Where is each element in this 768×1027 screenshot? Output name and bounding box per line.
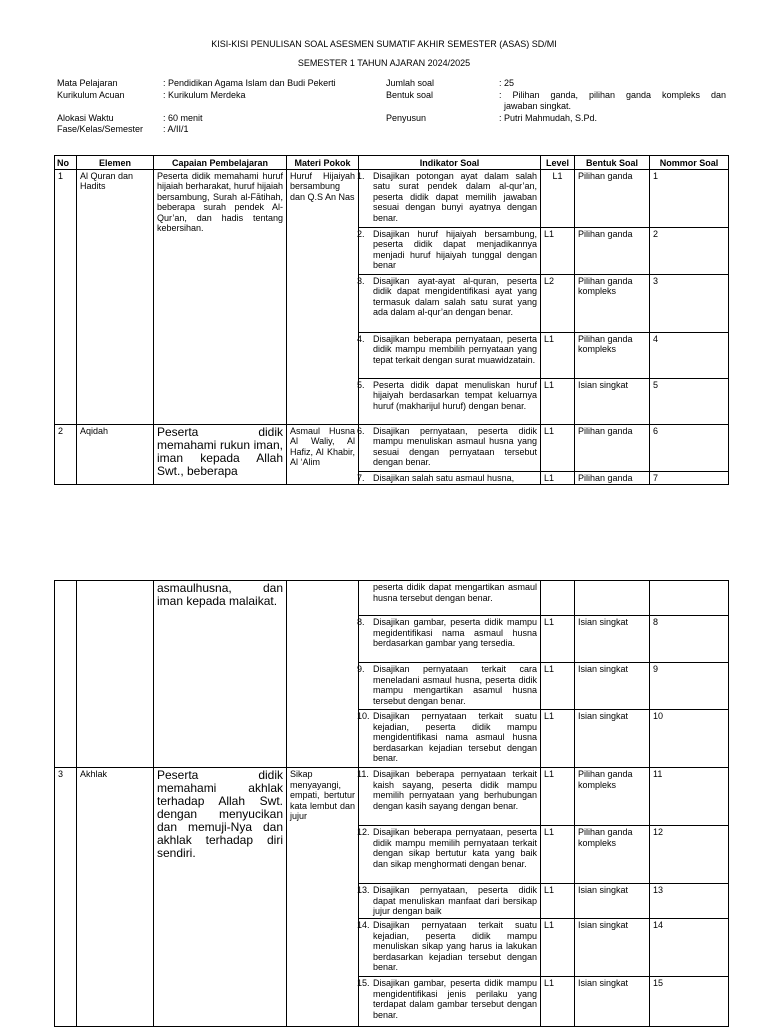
nomor-cell: 5 — [650, 378, 729, 424]
nomor-cell: 1 — [650, 169, 729, 227]
info-value: : A/II/1 — [163, 124, 189, 134]
elemen-continued — [77, 581, 154, 768]
indikator-cell — [359, 471, 541, 485]
materi-cell: Asmaul Husna Al Waliy, Al Hafiz, Al Khabir, Al ‘Alim — [287, 424, 359, 485]
level-cell: L1 — [541, 919, 575, 977]
indikator-text: Disajikan beberapa pernyataan, peserta didik mampu membilih pernyataan yang tepat terkait dengan surat muawidzatain. — [373, 333, 537, 365]
row-number: 1 — [55, 169, 77, 424]
indikator-text: Disajikan beberapa pernyataan, peserta didik mampu memilih pernyataan terkait dengan sikap bertutur kata yang baik dan sikap menghormati dengan benar. — [373, 827, 537, 869]
level-cell: L1 — [541, 977, 575, 1027]
bentuk-cell: Isian singkat — [575, 378, 650, 424]
column-header: Elemen — [77, 156, 154, 170]
nomor-cell: 11 — [650, 768, 729, 826]
indikator-number: 4. — [357, 333, 365, 344]
indikator-text: Disajikan huruf hijaiyah bersambung, peserta didik dapat menjadikannya menjadi huruf hijaiyah tunggal dengan benar — [373, 228, 537, 270]
column-header: Nommor Soal — [650, 156, 729, 170]
materi-cell: Sikap menyayangi, empati, bertutur kata lembut dan jujur — [287, 768, 359, 1027]
indikator-cell — [359, 977, 541, 1027]
bentuk-cell: Pilihan ganda — [575, 227, 650, 274]
info-label: Kurikulum Acuan — [57, 90, 125, 100]
indikator-number: 5. — [357, 379, 365, 390]
info-left — [57, 78, 377, 138]
bentuk-cell: Isian singkat — [575, 977, 650, 1027]
bentuk-cell: Pilihan ganda kompleks — [575, 826, 650, 884]
table-row — [55, 768, 729, 826]
level-cell: L1 — [541, 332, 575, 378]
kisi-table-page-1 — [54, 155, 729, 485]
level-cell: L1 — [541, 710, 575, 768]
column-header: Indikator Soal — [359, 156, 541, 170]
info-value: : Pendidikan Agama Islam dan Budi Pekerti — [163, 78, 336, 88]
indikator-cell — [359, 884, 541, 919]
indikator-cell — [359, 424, 541, 471]
capaian-cell: Peserta didik memahami huruf hijaiah berharakat, huruf hijaiah bersambung, Surah al-Fātihah, beberapa surah pendek Al-Qur’an, dan hadis tentang kebersihan. — [154, 169, 287, 424]
info-value: : 25 — [499, 78, 515, 88]
bentuk-cell: Isian singkat — [575, 616, 650, 663]
table-row — [55, 169, 729, 227]
level-cell: L1 — [541, 884, 575, 919]
info-label: Jumlah soal — [386, 78, 435, 88]
indikator-text: Disajikan pernyataan terkait suatu kejadian, peserta didik mampu menuliskan sikap yang harus ia lakukan berdasarkan kejadian tersebut dengan benar. — [373, 920, 537, 972]
level-cell: L1 — [541, 768, 575, 826]
document-subtitle: SEMESTER 1 TAHUN AJARAN 2024/2025 — [297, 58, 471, 68]
nomor-cell: 10 — [650, 710, 729, 768]
row-number: 3 — [55, 768, 77, 1027]
indikator-number: 1. — [357, 170, 365, 181]
nomor-cell: 3 — [650, 274, 729, 332]
indikator-number: 14. — [357, 920, 370, 930]
indikator-cell — [359, 826, 541, 884]
bentuk-cell: Isian singkat — [575, 919, 650, 977]
indikator-cell — [359, 710, 541, 768]
indikator-text: Disajikan pernyataan, peserta didik mampu menuliskan asmaul husna yang sesuai dengan pernyataan tersebut dengan benar. — [373, 425, 537, 467]
table-header-row — [55, 156, 729, 170]
table-row — [55, 581, 729, 616]
table-row — [55, 424, 729, 471]
nomor-cell: 4 — [650, 332, 729, 378]
indikator-text: Disajikan pernyataan terkait suatu kejadian, peserta didik mampu mengidentifikasi nama asmaul husna berdasarkan kejadian tersebut dengan benar. — [373, 711, 537, 763]
materi-continued — [287, 581, 359, 768]
bentuk-cell: Pilihan ganda kompleks — [575, 274, 650, 332]
indikator-number: 7. — [357, 472, 365, 483]
indikator-cell — [359, 332, 541, 378]
indikator-number: 9. — [357, 664, 365, 674]
indikator-number: 10. — [357, 711, 370, 721]
bentuk-cell: Pilihan ganda — [575, 424, 650, 471]
indikator-cell — [359, 768, 541, 826]
nomor-cell: 15 — [650, 977, 729, 1027]
bentuk-cell: Pilihan ganda — [575, 169, 650, 227]
nomor-cell: 9 — [650, 663, 729, 710]
indikator-number: 12. — [357, 827, 370, 837]
info-value: : Kurikulum Merdeka — [163, 90, 246, 100]
level-cell: L1 — [541, 227, 575, 274]
bentuk-continued — [575, 581, 650, 616]
info-label: Penyusun — [386, 113, 427, 123]
indikator-cell — [359, 919, 541, 977]
indikator-text: Disajikan pernyataan terkait cara meneladani asmaul husna, peserta didik mampu mengartikan asamul husna tersebut dengan benar. — [373, 664, 537, 706]
info-label: Mata Pelajaran — [57, 78, 118, 88]
info-value: : 60 menit — [163, 113, 203, 123]
elemen-cell: Aqidah — [77, 424, 154, 485]
column-header: Capaian Pembelajaran — [154, 156, 287, 170]
column-header: No — [55, 156, 77, 170]
info-right — [386, 78, 726, 138]
level-cell: L1 — [541, 663, 575, 710]
row-number-continued — [55, 581, 77, 768]
nomor-cell: 13 — [650, 884, 729, 919]
indikator-cell — [359, 378, 541, 424]
bentuk-cell: Isian singkat — [575, 884, 650, 919]
nomor-cell: 14 — [650, 919, 729, 977]
level-cell: L1 — [541, 471, 575, 485]
indikator-number: 15. — [357, 978, 370, 988]
elemen-cell: Al Quran dan Hadits — [77, 169, 154, 424]
indikator-number: 6. — [357, 425, 365, 436]
capaian-cell: Peserta didik memahami rukun iman, iman kepada Allah Swt., beberapa — [154, 424, 287, 485]
bentuk-cell: Pilihan ganda — [575, 471, 650, 485]
row-number: 2 — [55, 424, 77, 485]
info-label: Bentuk soal — [386, 90, 434, 100]
indikator-cell — [359, 227, 541, 274]
indikator-cell — [359, 169, 541, 227]
nomor-cell: 12 — [650, 826, 729, 884]
indikator-number: 11. — [357, 769, 369, 779]
capaian-cell-continued: asmaulhusna, dan iman kepada malaikat. — [154, 581, 287, 768]
kisi-table-page-2 — [54, 580, 729, 1027]
capaian-cell: Peserta didik memahami akhlak terhadap Allah Swt. dengan menyucikan dan memuji-Nya dan akhlak terhadap diri sendiri. — [154, 768, 287, 1027]
level-continued — [541, 581, 575, 616]
nomor-cell: 7 — [650, 471, 729, 485]
info-label: Alokasi Waktu — [57, 113, 114, 123]
indikator-cell-continued: peserta didik dapat mengartikan asmaul husna tersebut dengan benar. — [359, 581, 541, 616]
bentuk-cell: Isian singkat — [575, 663, 650, 710]
indikator-text: Disajikan pernyataan, peserta didik dapat menuliskan manfaat dari bersikap jujur dengan baik — [373, 885, 537, 916]
level-cell: L1 — [541, 424, 575, 471]
indikator-text: Disajikan potongan ayat dalam salah satu surat pendek dalam al-qur’an, peserta didik dapat memilih jawaban sesuai dengan bunyi ayatnya dengan benar. — [373, 170, 537, 223]
bentuk-cell: Pilihan ganda kompleks — [575, 768, 650, 826]
level-cell: L1 — [541, 826, 575, 884]
column-header: Bentuk Soal — [575, 156, 650, 170]
indikator-cell — [359, 274, 541, 332]
indikator-number: 3. — [357, 275, 365, 286]
indikator-number: 8. — [357, 617, 365, 627]
nomor-cell: 8 — [650, 616, 729, 663]
info-value: : Putri Mahmudah, S.Pd. — [499, 113, 598, 123]
info-value: : Pilihan ganda, pilihan ganda kompleks dan — [499, 90, 726, 100]
indikator-text: Disajikan gambar, peserta didik mampu megidentifikasi nama asmaul husna berdasarkan gambar yang tersedia. — [373, 617, 537, 648]
materi-cell: Huruf Hijaiyah bersambung dan Q.S An Nas — [287, 169, 359, 424]
level-cell: L1 — [541, 616, 575, 663]
bentuk-cell: Isian singkat — [575, 710, 650, 768]
indikator-number: 2. — [357, 228, 365, 239]
indikator-number: 13. — [357, 885, 370, 895]
document-title: KISI-KISI PENULISAN SOAL ASESMEN SUMATIF AKHIR SEMESTER (ASAS) SD/MI — [211, 39, 557, 49]
nomor-cell: 2 — [650, 227, 729, 274]
level-cell: L2 — [541, 274, 575, 332]
nomor-cell: 6 — [650, 424, 729, 471]
column-header: Materi Pokok — [287, 156, 359, 170]
indikator-text: Disajikan ayat-ayat al-quran, peserta didik dapat mengidentifikasi ayat yang termasuk dalam salah satu surat yang ada dalam al-qur’an dengan benar. — [373, 275, 537, 317]
elemen-cell: Akhlak — [77, 768, 154, 1027]
indikator-text: Disajikan gambar, peserta didik mampu mengidentifikasi jenis perilaku yang terdapat dalam gambar tersebut dengan benar. — [373, 978, 537, 1020]
indikator-cell — [359, 663, 541, 710]
info-value-continued: jawaban singkat. — [504, 101, 572, 111]
indikator-cell — [359, 616, 541, 663]
level-cell: L1 — [541, 169, 575, 227]
indikator-text: Disajikan salah satu asmaul husna, — [373, 472, 515, 483]
column-header: Level — [541, 156, 575, 170]
indikator-text: Disajikan beberapa pernyataan terkait kaish sayang, peserta didik mampu memilih pernyataan yang berhubungan dengan kasih sayang dengan benar. — [373, 769, 537, 811]
info-label: Fase/Kelas/Semester — [57, 124, 144, 134]
bentuk-cell: Pilihan ganda kompleks — [575, 332, 650, 378]
level-cell: L1 — [541, 378, 575, 424]
indikator-text: Peserta didik dapat menuliskan huruf hijaiyah berdasarkan tempat keluarnya huruf (makharijul huruf) dengan benar. — [373, 379, 537, 411]
nomor-continued — [650, 581, 729, 616]
